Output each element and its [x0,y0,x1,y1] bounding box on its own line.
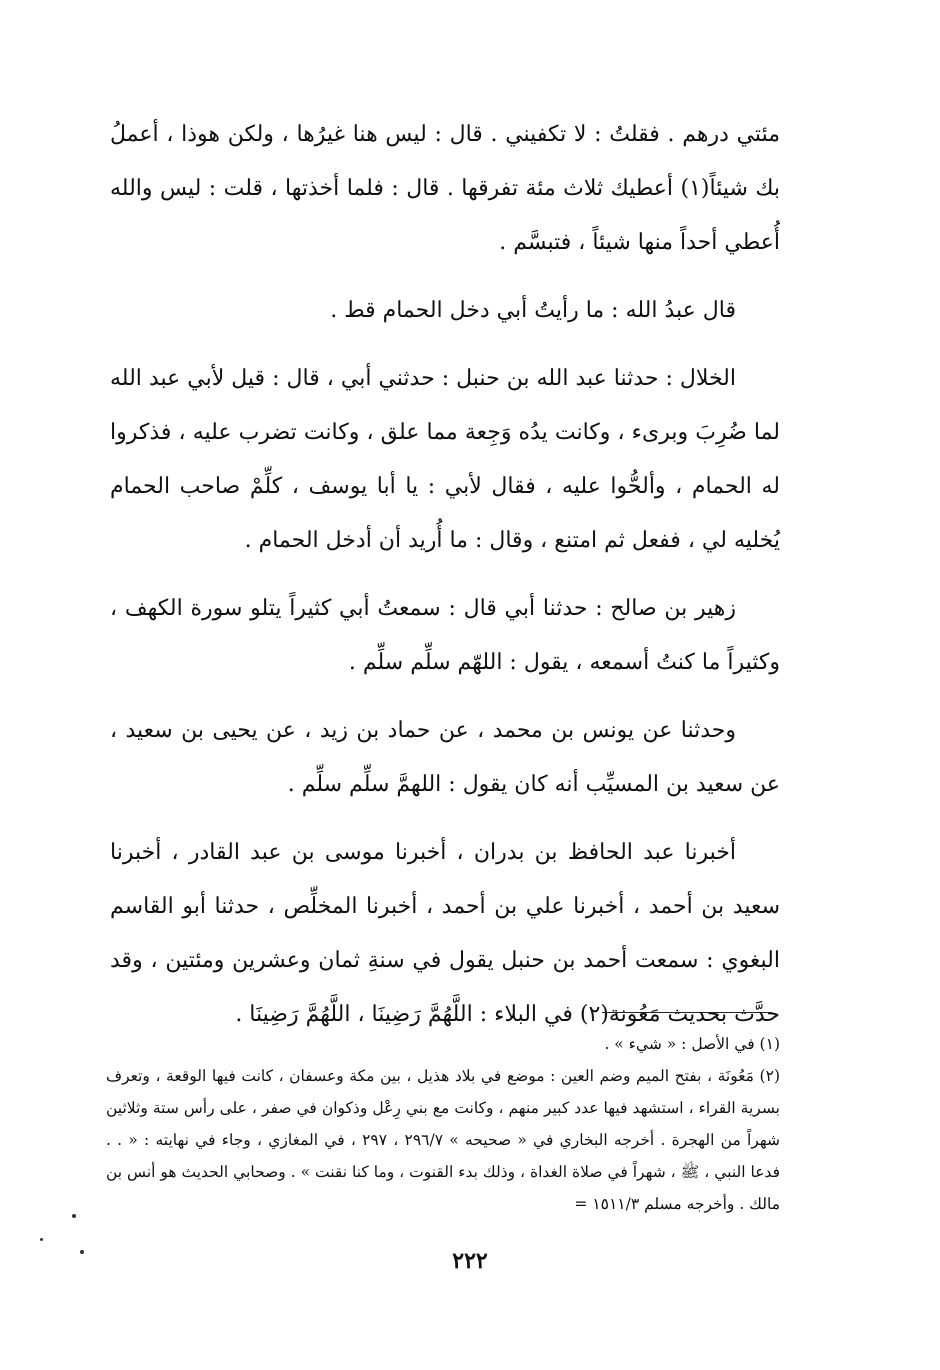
paragraph-abd-alhafiz: أخبرنا عبد الحافظ بن بدران ، أخبرنا موسى بن عبد القادر ، أخبرنا سعيد بن أحمد ، أخبرنا علي بن أحمد ، أخبرنا المخلِّص ، حدثنا أبو القاسم البغوي : سمعت أحمد بن حنبل يقول في سنةِ ثمان وعشرين ومئتين ، وقد حدَّث بحديث مَعُونة(٢) في البلاء : اللَّهُمَّ رَضِينَا ، اللَّهُمَّ رَضِينَا . [110,840,780,1027]
page-number: ٢٢٢ [452,1248,488,1274]
paragraph-continuation: مئتي درهم . فقلتُ : لا تكفيني . قال : ليس هنا غيرُها ، ولكن هوذا ، أعملُ بك شيئاً(١) أعطيك ثلاث مئة تفرقها . قال : فلما أخذتها ، قلت : ليس والله أُعطي أحداً منها شيئاً ، فتبسَّم . [110,122,781,255]
scan-speck [72,1214,76,1218]
main-text [110,108,780,1056]
paragraph-abdullah-bath: قال عبدُ الله : ما رأيتُ أبي دخل الحمام قط . [330,298,736,323]
paragraph-zuhair: زهير بن صالح : حدثنا أبي قال : سمعتُ أبي كثيراً يتلو سورة الكهف ، وكثيراً ما كنتُ أسمعه ، يقول : اللهّم سلِّم سلِّم . [110,596,780,675]
scan-speck [80,1250,84,1254]
footnotes [106,1028,780,1220]
paragraph-yunus: وحدثنا عن يونس بن محمد ، عن حماد بن زيد ، عن يحيى بن سعيد ، عن سعيد بن المسيِّب أنه كان يقول : اللهمَّ سلِّم سلِّم . [110,718,780,797]
paragraph-khallal: الخلال : حدثنا عبد الله بن حنبل : حدثني أبي ، قال : قيل لأبي عبد الله لما ضُرِبَ وبرىء ، وكانت يدُه وَجِعة مما علق ، وكانت تضرب عليه ، فذكروا له الحمام ، وألحُّوا عليه ، فقال لأبي : يا أبا يوسف ، كلِّمْ صاحب الحمام يُخليه لي ، ففعل ثم امتنع ، وقال : ما أُريد أن أدخل الحمام . [110,366,780,553]
scan-speck [40,1238,43,1241]
footnote-1: (١) في الأصل : « شيء » . [604,1035,780,1053]
footnote-2: (٢) مَعُونَة ، بفتح الميم وضم العين : موضع في بلاد هذيل ، بين مكة وعسفان ، كانت فيها الوقعة ، وتعرف بسرية القراء ، استشهد فيها عدد كبير منهم ، وكانت مع بني رِعْل وذكوان في صفر ، على رأس ستة وثلاثين شهراً من الهجرة . أخرجه البخاري في « صحيحه » ٢٩٦/٧ ، ٢٩٧ ، في المغازي ، وجاء في نهايته : « . . فدعا النبي ، ﷺ ، شهراً في صلاة الغداة ، وذلك بدء القنوت ، وما كنا نقنت » . وصحابي الحديث هو أنس بن مالك . وأخرجه مسلم ١٥١١/٣ = [106,1067,780,1213]
footnote-divider [602,1012,772,1013]
